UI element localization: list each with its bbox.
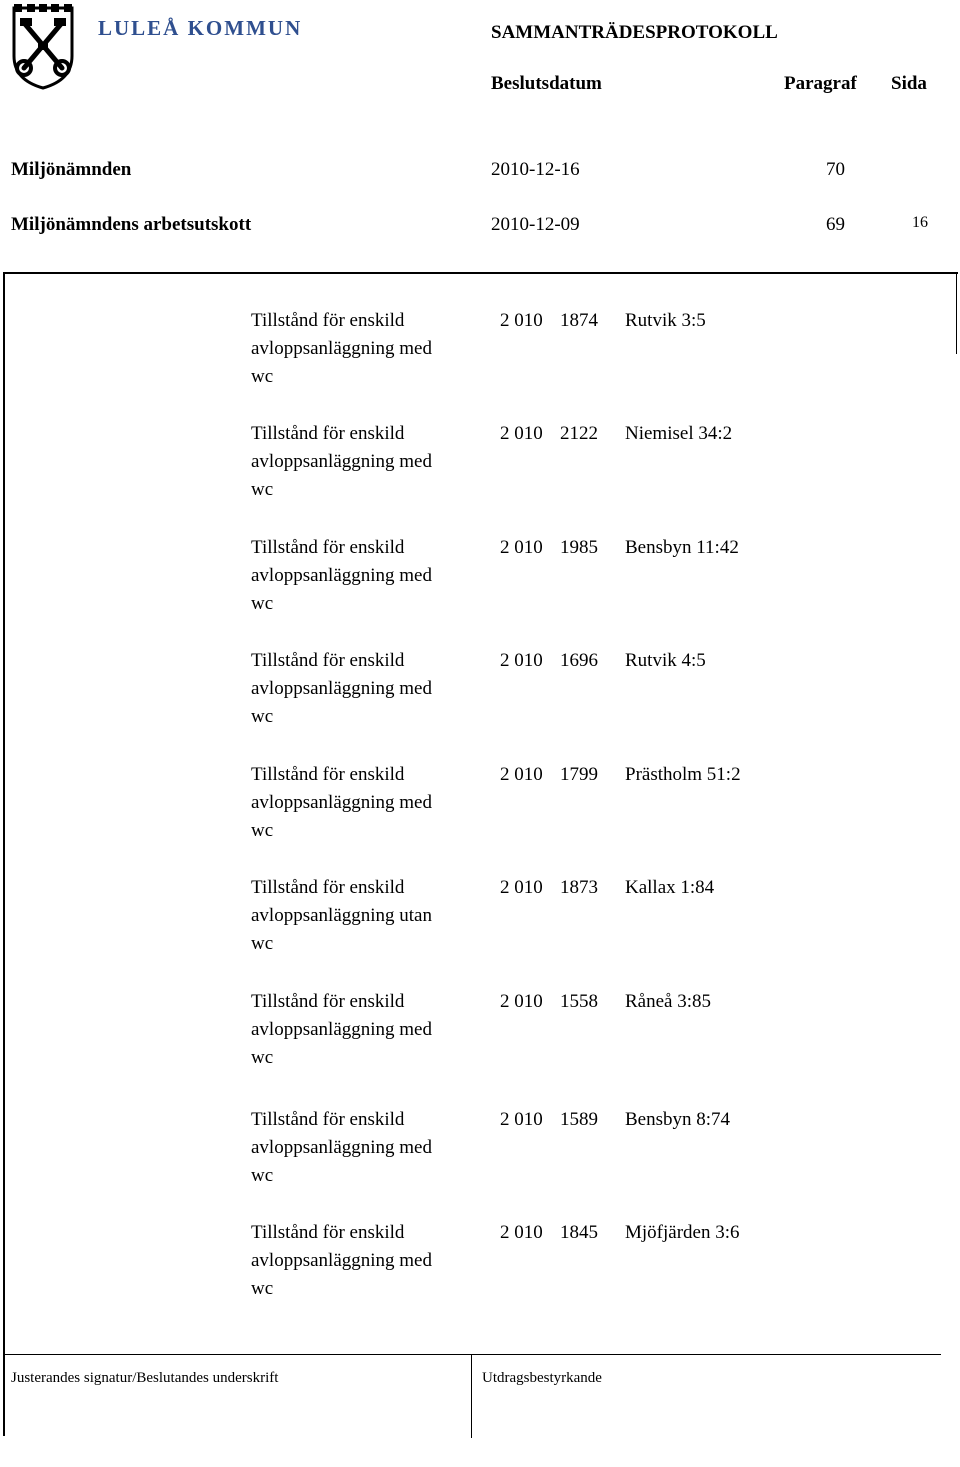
meeting-body: Miljönämndens arbetsutskott: [11, 214, 252, 235]
table-row: [0, 988, 960, 1078]
case-number: 1845: [560, 1222, 598, 1243]
case-year: 2 010: [500, 537, 543, 558]
column-header-paragraph: Paragraf: [784, 73, 857, 94]
permit-description: Tillstånd för enskild avloppsanläggning med wc: [251, 1222, 432, 1299]
meeting-paragraph: 70: [826, 159, 845, 180]
column-header-page: Sida: [891, 73, 927, 94]
case-number: 2122: [560, 423, 598, 444]
signature-label: Justerandes signatur/Beslutandes underskrift: [11, 1370, 279, 1386]
permit-description: Tillstånd för enskild avloppsanläggning med wc: [251, 650, 432, 727]
meeting-date: 2010-12-09: [491, 214, 580, 235]
table-row: [0, 1106, 960, 1196]
meeting-date: 2010-12-16: [491, 159, 580, 180]
property-designation: Kallax 1:84: [625, 877, 715, 898]
page-number: 16: [912, 214, 928, 231]
permit-description: Tillstånd för enskild avloppsanläggning med wc: [251, 991, 432, 1068]
document-type: SAMMANTRÄDESPROTOKOLL: [491, 22, 778, 43]
case-year: 2 010: [500, 1109, 543, 1130]
property-designation: Bensbyn 11:42: [625, 537, 739, 558]
org-name: LULEÅ KOMMUN: [98, 16, 303, 40]
case-number: 1696: [560, 650, 598, 671]
property-designation: Rutvik 3:5: [625, 310, 706, 331]
permit-description: Tillstånd för enskild avloppsanläggning med wc: [251, 423, 432, 500]
property-designation: Råneå 3:85: [625, 991, 712, 1012]
table-row: [0, 647, 960, 737]
case-number: 1558: [560, 991, 598, 1012]
property-designation: Prästholm 51:2: [625, 764, 741, 785]
certification-label: Utdragsbestyrkande: [482, 1370, 602, 1386]
meeting-paragraph: 69: [826, 214, 845, 235]
case-number: 1799: [560, 764, 598, 785]
case-number: 1589: [560, 1109, 598, 1130]
footer-divider: [3, 1354, 941, 1355]
table-row: [0, 874, 960, 964]
case-year: 2 010: [500, 991, 543, 1012]
case-number: 1873: [560, 877, 598, 898]
case-year: 2 010: [500, 650, 543, 671]
column-header-date: Beslutsdatum: [491, 73, 602, 94]
table-row: [0, 1219, 960, 1309]
table-row: [0, 761, 960, 851]
property-designation: Bensbyn 8:74: [625, 1109, 731, 1130]
footer-column-divider: [471, 1354, 472, 1438]
property-designation: Mjöfjärden 3:6: [625, 1222, 740, 1243]
table-row: [0, 307, 960, 397]
case-number: 1874: [560, 310, 598, 331]
permit-description: Tillstånd för enskild avloppsanläggning med wc: [251, 764, 432, 841]
case-year: 2 010: [500, 764, 543, 785]
meeting-body: Miljönämnden: [11, 159, 132, 180]
property-designation: Rutvik 4:5: [625, 650, 706, 671]
coat-of-arms-icon: [10, 2, 76, 90]
permit-description: Tillstånd för enskild avloppsanläggning med wc: [251, 537, 432, 614]
permit-description: Tillstånd för enskild avloppsanläggning med wc: [251, 1109, 432, 1186]
case-year: 2 010: [500, 877, 543, 898]
frame-top-border: [3, 272, 958, 274]
case-year: 2 010: [500, 1222, 543, 1243]
permit-description: Tillstånd för enskild avloppsanläggning med wc: [251, 310, 432, 387]
table-row: [0, 420, 960, 510]
permit-description: Tillstånd för enskild avloppsanläggning utan wc: [251, 877, 432, 954]
case-number: 1985: [560, 537, 598, 558]
table-row: [0, 534, 960, 624]
property-designation: Niemisel 34:2: [625, 423, 733, 444]
case-year: 2 010: [500, 423, 543, 444]
case-year: 2 010: [500, 310, 543, 331]
